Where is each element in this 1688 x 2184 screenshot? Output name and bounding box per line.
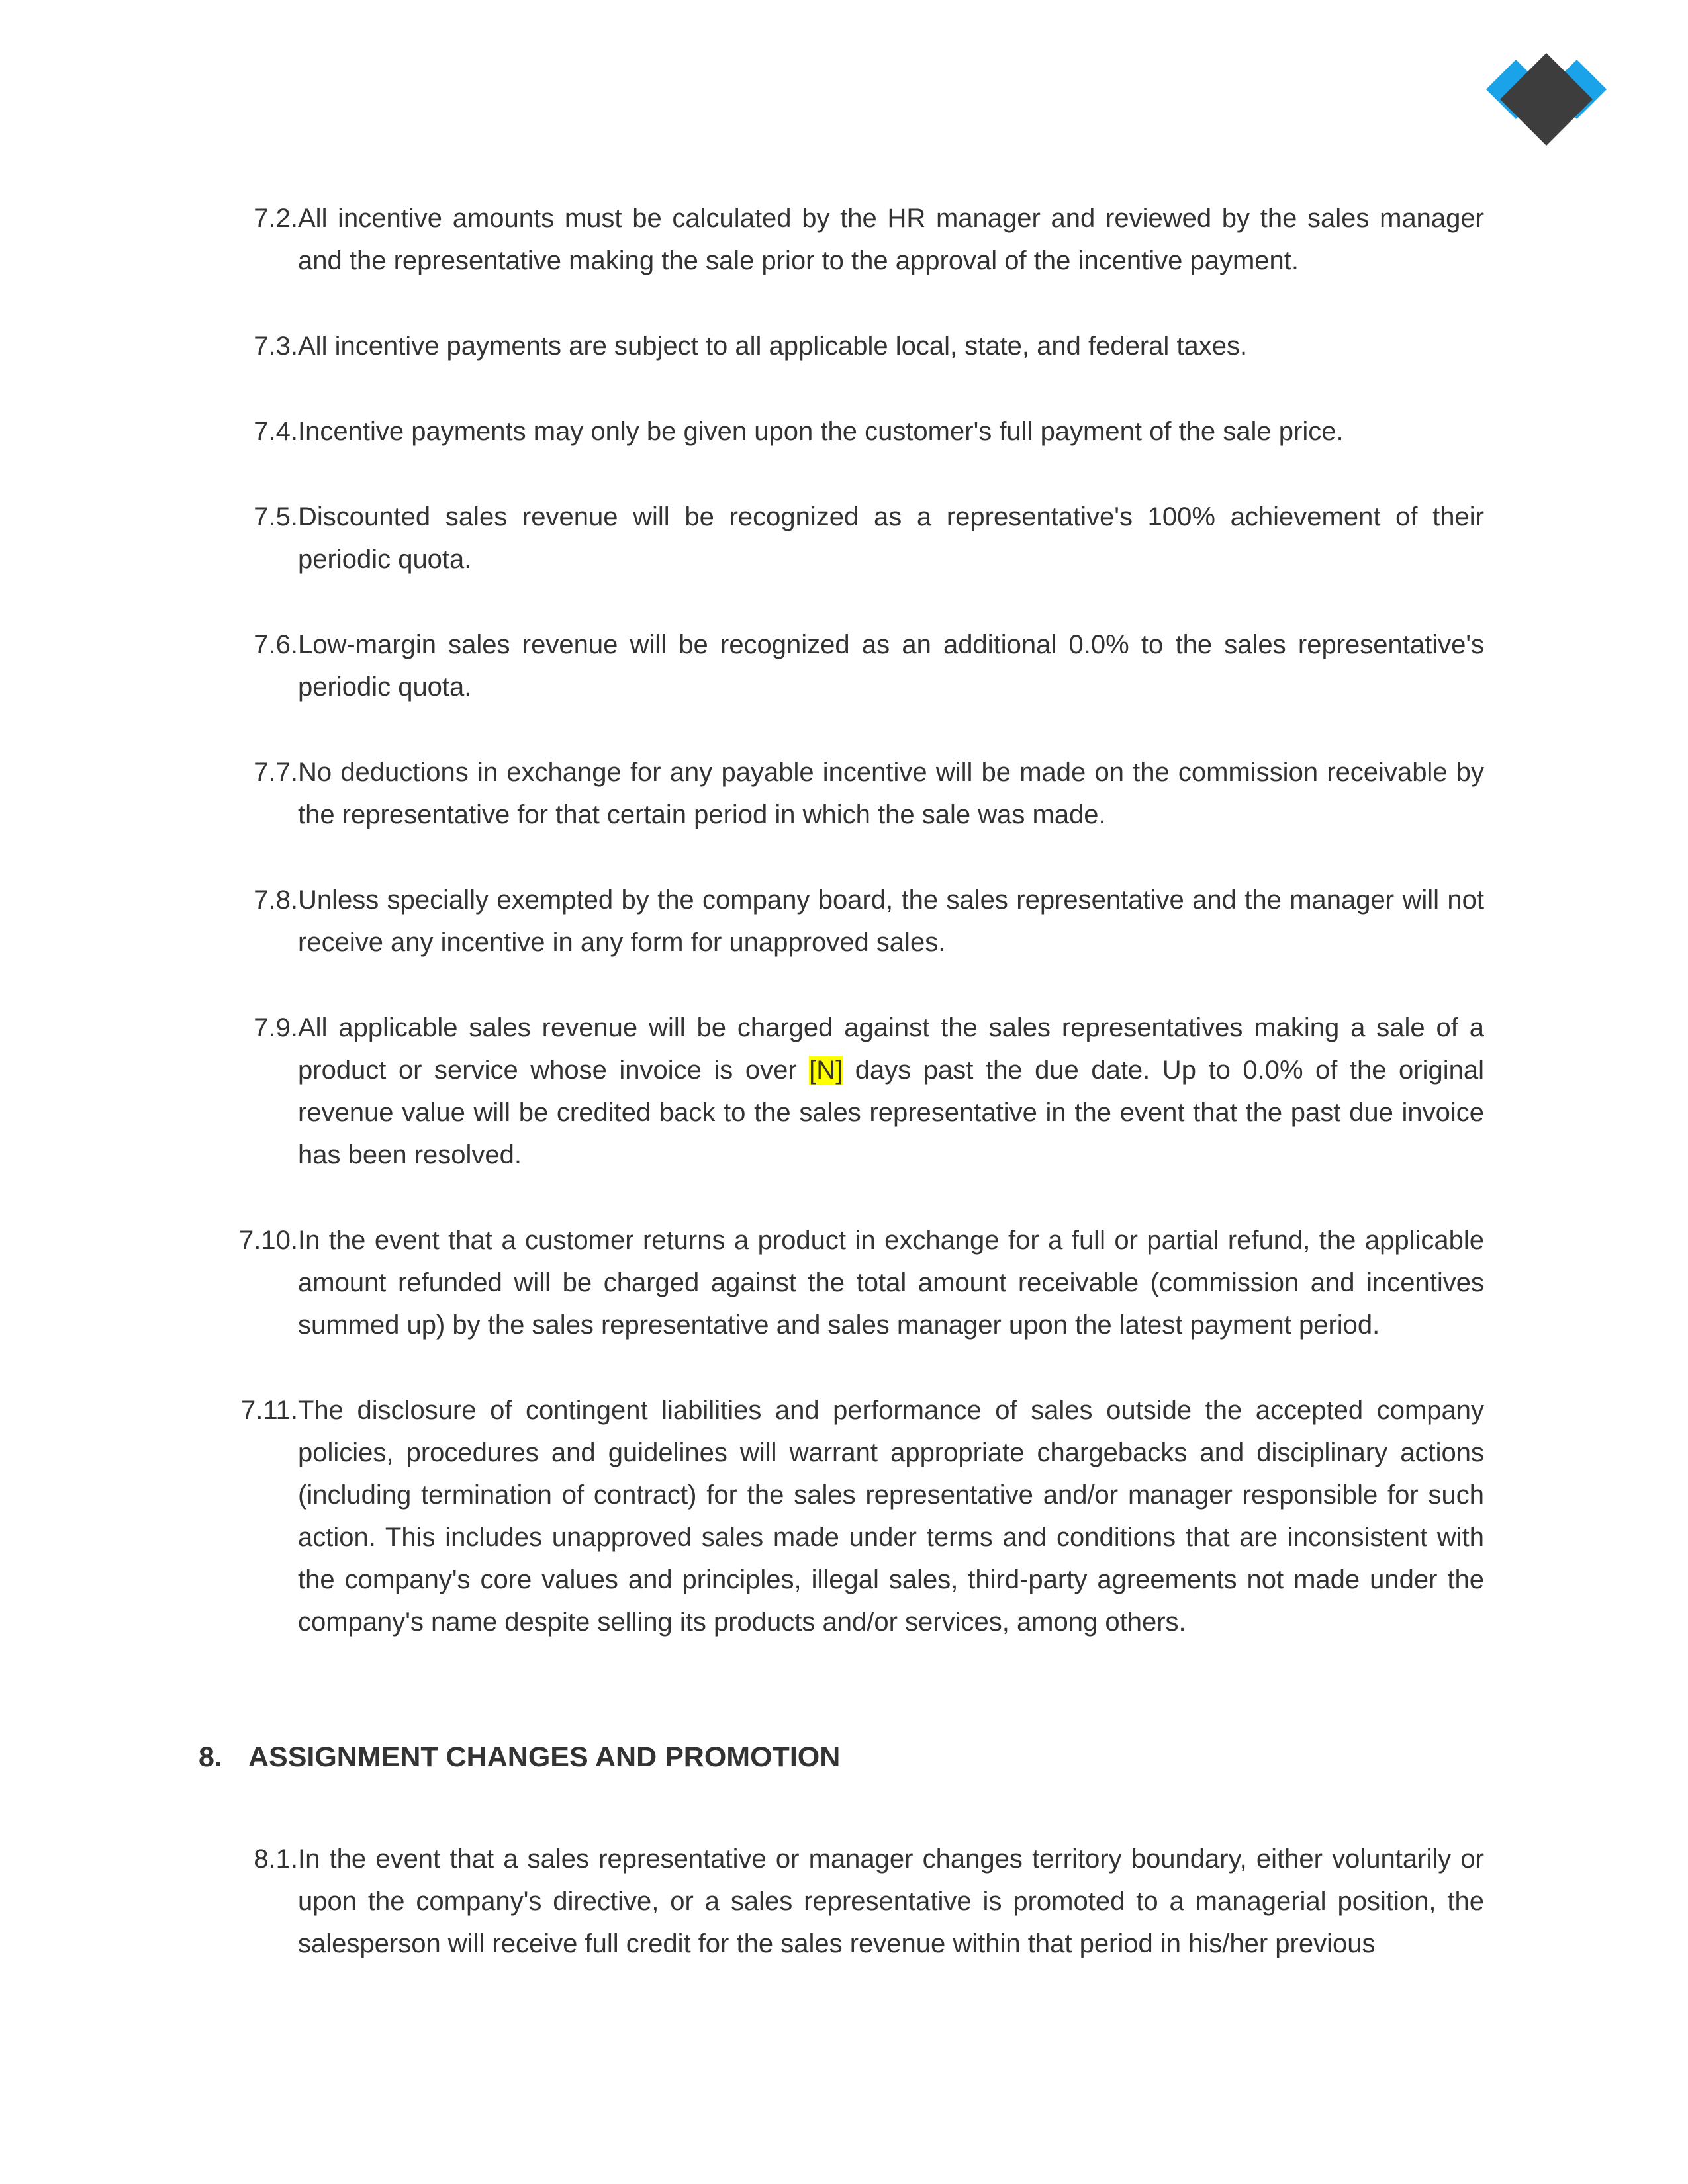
clause-text-before: All applicable sales revenue will be charged against the sales representatives making a sale of a product or service whose invoice is over: [298, 1013, 1484, 1085]
clause-7-8: [199, 879, 1523, 964]
clause-text: The disclosure of contingent liabilities and performance of sales outside the accepted company policies, procedures and guidelines will warrant appropriate chargebacks and disciplinary actions (including termination of contract) for the sales representative and/or manager responsible for such action. This includes unapproved sales made under terms and conditions that are inconsistent with the company's core values and principles, illegal sales, third-party agreements not made under the company's name despite selling its products and/or services, among others.: [298, 1396, 1484, 1637]
clause-7-6: [199, 623, 1523, 708]
clause-7-2: [199, 197, 1523, 282]
clause-number: 7.8.: [254, 886, 298, 915]
clause-7-7: [199, 751, 1523, 836]
clause-7-10: [199, 1219, 1523, 1346]
section-number: 8.: [199, 1741, 222, 1773]
clause-number: 8.1.: [254, 1844, 298, 1874]
clause-number: 7.11.: [241, 1396, 298, 1425]
clause-7-9: [199, 1007, 1523, 1176]
clause-text: Incentive payments may only be given upon the customer's full payment of the sale price.: [298, 417, 1344, 446]
clause-text: Discounted sales revenue will be recognized as a representative's 100% achievement of their periodic quota.: [298, 502, 1484, 574]
clause-number: 7.10.: [239, 1226, 298, 1255]
clause-number: 7.9.: [254, 1013, 298, 1042]
clause-number: 7.3.: [254, 332, 298, 361]
clause-text: [298, 1007, 1484, 1176]
clause-text: Unless specially exempted by the company board, the sales representative and the manager will not receive any incentive in any form for unapproved sales.: [298, 886, 1484, 957]
placeholder-highlight: [N]: [809, 1056, 843, 1085]
clause-text: Low-margin sales revenue will be recognized as an additional 0.0% to the sales representative's periodic quota.: [298, 630, 1484, 702]
clause-text: All incentive amounts must be calculated by the HR manager and reviewed by the sales manager and the representative making the sale prior to the approval of the incentive payment.: [298, 204, 1484, 275]
clause-text: No deductions in exchange for any payable incentive will be made on the commission receivable by the representative for that certain period in which the sale was made.: [298, 758, 1484, 829]
clause-text: All incentive payments are subject to all applicable local, state, and federal taxes.: [298, 332, 1248, 361]
clause-number: 7.6.: [254, 630, 298, 659]
document-body: [199, 197, 1523, 2008]
clause-7-4: [199, 410, 1523, 453]
clause-number: 7.2.: [254, 204, 298, 233]
clause-number: 7.4.: [254, 417, 298, 446]
clause-text: In the event that a customer returns a product in exchange for a full or partial refund, the applicable amount refunded will be charged against the total amount receivable (commission and incentives summed up) by the sales representative and sales manager upon the latest payment period.: [298, 1226, 1484, 1340]
clause-number: 7.7.: [254, 758, 298, 787]
clause-7-5: [199, 496, 1523, 580]
clause-text: In the event that a sales representative or manager changes territory boundary, either voluntarily or upon the company's directive, or a sales representative is promoted to a managerial position, the salesperson will receive full credit for the sales revenue within that period in his/her previous: [298, 1844, 1484, 1958]
section-heading-8: [199, 1736, 1523, 1778]
clause-7-3: [199, 325, 1523, 367]
clause-7-11: [199, 1389, 1523, 1643]
clause-number: 7.5.: [254, 502, 298, 531]
section-title: ASSIGNMENT CHANGES AND PROMOTION: [248, 1741, 841, 1773]
clause-text-after: days past the due date. Up to 0.0% of the original revenue value will be credited back to the sales representative in the event that the past due invoice has been resolved.: [298, 1056, 1484, 1169]
clause-8-1: [199, 1838, 1523, 1965]
diamond-logo-icon: [1486, 53, 1618, 154]
